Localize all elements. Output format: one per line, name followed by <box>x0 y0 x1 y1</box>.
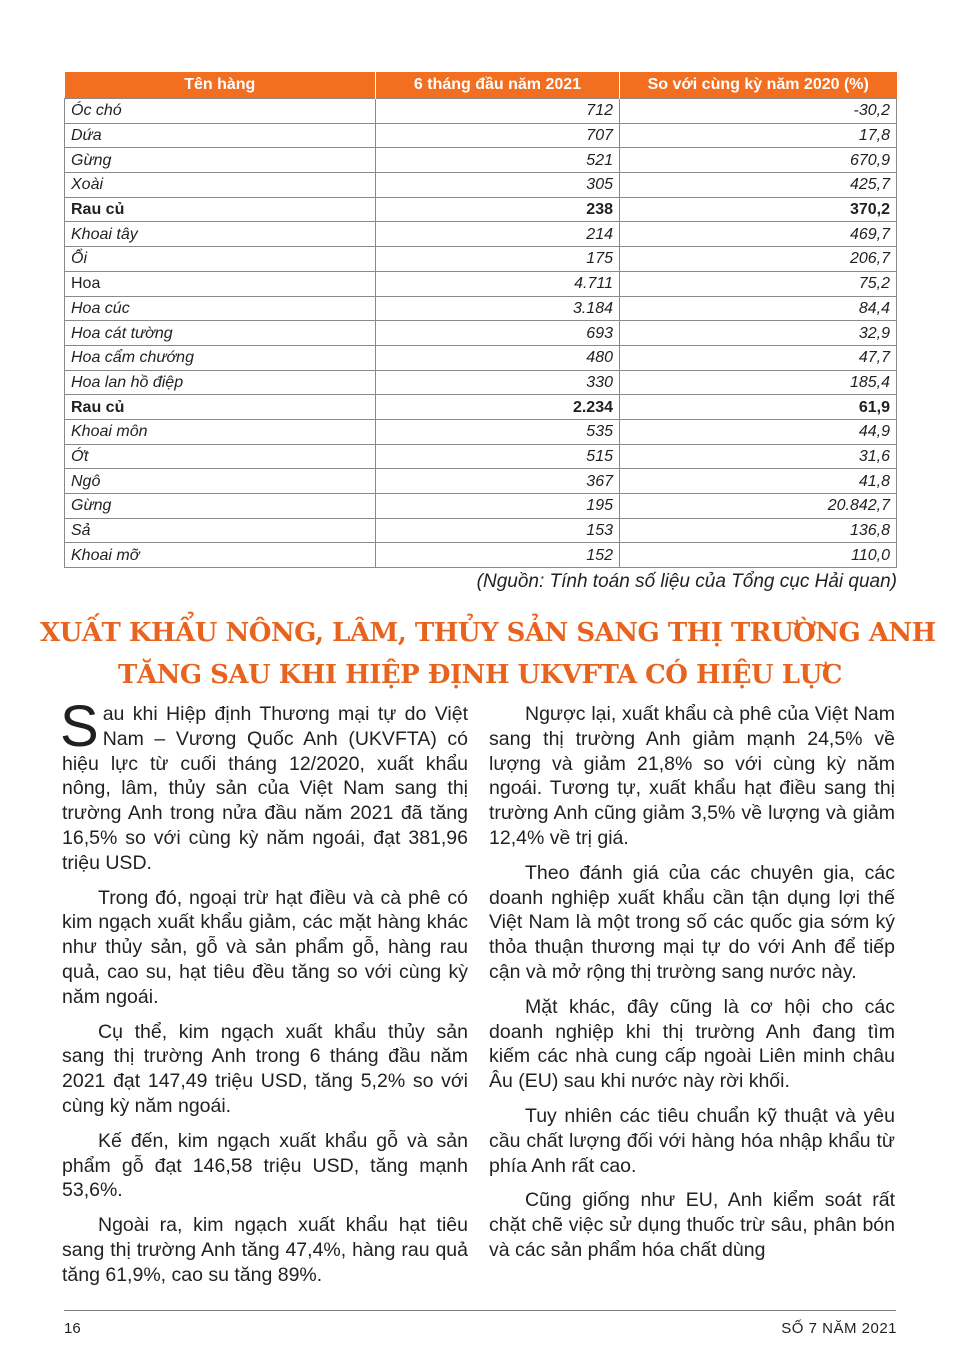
table-row <box>65 296 897 321</box>
quantity-cell: 712 <box>376 99 620 124</box>
change-percent-cell: 370,2 <box>620 197 897 222</box>
table-row <box>65 271 897 296</box>
product-name-cell: Hoa <box>65 271 376 296</box>
article-paragraph: Ngược lại, xuất khẩu cà phê của Việt Nam sang thị trường Anh giảm mạnh 24,5% về lượng và giảm 21,8% so với cùng kỳ năm ngoái. Tương tự, xuất khẩu hạt điều sang thị trường Anh cũng giảm 3,5% về lượng và giảm 12,4% về trị giá. <box>489 703 895 849</box>
table-row <box>65 123 897 148</box>
table-source-note: (Nguồn: Tính toán số liệu của Tổng cục Hải quan) <box>476 571 897 592</box>
quantity-cell: 480 <box>376 345 620 370</box>
change-percent-cell: 61,9 <box>620 395 897 420</box>
change-percent-cell: 206,7 <box>620 247 897 272</box>
change-percent-cell: 75,2 <box>620 271 897 296</box>
table-row <box>65 222 897 247</box>
table-row <box>65 469 897 494</box>
quantity-cell: 3.184 <box>376 296 620 321</box>
change-percent-cell: 469,7 <box>620 222 897 247</box>
table-row <box>65 148 897 173</box>
article-paragraph: Sau khi Hiệp định Thương mại tự do Việt Nam – Vương Quốc Anh (UKVFTA) có hiệu lực từ cuối tháng 12/2020, xuất khẩu nông, lâm, thủy sản của Việt Nam sang thị trường Anh trong nửa đầu năm 2021 đã tăng 16,5% so với cùng kỳ năm ngoái, đạt 381,96 triệu USD. <box>60 694 468 874</box>
change-percent-cell: 84,4 <box>620 296 897 321</box>
quantity-cell: 175 <box>376 247 620 272</box>
product-name-cell: Gừng <box>65 494 376 519</box>
quantity-cell: 535 <box>376 419 620 444</box>
quantity-cell: 330 <box>376 370 620 395</box>
product-name-cell: Óc chó <box>65 99 376 124</box>
product-name-cell: Hoa cẩm chướng <box>65 345 376 370</box>
article-paragraph: Kế đến, kim ngạch xuất khẩu gỗ và sản phẩm gỗ đạt 146,58 triệu USD, tăng mạnh 53,6%. <box>62 1129 468 1202</box>
quantity-cell: 707 <box>376 123 620 148</box>
page-number: 16 <box>64 1320 81 1337</box>
quantity-cell: 238 <box>376 197 620 222</box>
article-paragraph: Mặt khác, đây cũng là cơ hội cho các doanh nghiệp khi thị trường Anh đang tìm kiếm các nhà cung cấp ngoài Liên minh châu Âu (EU) sau khi nước này rời khối. <box>489 995 895 1093</box>
quantity-cell: 521 <box>376 148 620 173</box>
export-data-table <box>64 72 897 568</box>
quantity-cell: 367 <box>376 469 620 494</box>
table-row <box>65 370 897 395</box>
product-name-cell: Rau củ <box>65 395 376 420</box>
table-row <box>65 247 897 272</box>
change-percent-cell: 136,8 <box>620 518 897 543</box>
quantity-cell: 153 <box>376 518 620 543</box>
change-percent-cell: 670,9 <box>620 148 897 173</box>
table-row <box>65 197 897 222</box>
article-paragraph: Cụ thể, kim ngạch xuất khẩu thủy sản sang thị trường Anh trong 6 tháng đầu năm 2021 đạt 147,49 triệu USD, tăng 5,2% so với cùng kỳ năm ngoái. <box>62 1020 468 1117</box>
change-percent-cell: 110,0 <box>620 543 897 568</box>
product-name-cell: Xoài <box>65 173 376 198</box>
table-row <box>65 494 897 519</box>
product-name-cell: Hoa cúc <box>65 296 376 321</box>
article-paragraph: Ngoài ra, kim ngạch xuất khẩu hạt tiêu sang thị trường Anh tăng 47,4%, hàng rau quả tăng 61,9%, cao su tăng 89%. <box>62 1214 468 1286</box>
table-row <box>65 395 897 420</box>
article-column-left <box>60 694 468 1298</box>
quantity-cell: 2.234 <box>376 395 620 420</box>
header-product-name: Tên hàng <box>65 72 376 99</box>
product-name-cell: Hoa lan hồ điệp <box>65 370 376 395</box>
change-percent-cell: 47,7 <box>620 345 897 370</box>
change-percent-cell: 185,4 <box>620 370 897 395</box>
header-change-vs-2020: So với cùng kỳ năm 2020 (%) <box>620 72 897 99</box>
table-row <box>65 99 897 124</box>
product-name-cell: Rau củ <box>65 197 376 222</box>
table-row <box>65 444 897 469</box>
product-name-cell: Sả <box>65 518 376 543</box>
change-percent-cell: 17,8 <box>620 123 897 148</box>
table-row <box>65 419 897 444</box>
drop-cap: S <box>60 694 99 759</box>
quantity-cell: 214 <box>376 222 620 247</box>
change-percent-cell: 41,8 <box>620 469 897 494</box>
change-percent-cell: 425,7 <box>620 173 897 198</box>
product-name-cell: Khoai môn <box>65 419 376 444</box>
change-percent-cell: 31,6 <box>620 444 897 469</box>
quantity-cell: 515 <box>376 444 620 469</box>
change-percent-cell: -30,2 <box>620 99 897 124</box>
table-row <box>65 543 897 568</box>
product-name-cell: Hoa cát tường <box>65 321 376 346</box>
table-header-row <box>65 72 897 99</box>
footer-divider <box>64 1310 896 1311</box>
change-percent-cell: 32,9 <box>620 321 897 346</box>
quantity-cell: 152 <box>376 543 620 568</box>
issue-label: SỐ 7 NĂM 2021 <box>781 1320 897 1337</box>
article-headline <box>40 612 936 696</box>
product-name-cell: Dứa <box>65 123 376 148</box>
product-name-cell: Ngô <box>65 469 376 494</box>
product-name-cell: Ớt <box>65 444 376 469</box>
quantity-cell: 195 <box>376 494 620 519</box>
product-name-cell: Khoai mỡ <box>65 543 376 568</box>
table-row <box>65 321 897 346</box>
table-row <box>65 518 897 543</box>
article-paragraph: Cũng giống như EU, Anh kiểm soát rất chặt chẽ việc sử dụng thuốc trừ sâu, phân bón và các sản phẩm hóa chất dùng <box>489 1189 895 1261</box>
article-paragraph: Tuy nhiên các tiêu chuẩn kỹ thuật và yêu cầu chất lượng đối với hàng hóa nhập khẩu từ phía Anh rất cao. <box>489 1104 895 1177</box>
product-name-cell: Gừng <box>65 148 376 173</box>
table-row <box>65 345 897 370</box>
header-first-half-2021: 6 tháng đầu năm 2021 <box>376 72 620 99</box>
table-body <box>65 99 897 568</box>
article-column-right <box>489 702 895 1273</box>
change-percent-cell: 20.842,7 <box>620 494 897 519</box>
change-percent-cell: 44,9 <box>620 419 897 444</box>
headline-line-1: XUẤT KHẨU NÔNG, LÂM, THỦY SẢN SANG THỊ TRƯỜNG ANH <box>40 618 936 648</box>
article-paragraph: Theo đánh giá của các chuyên gia, các doanh nghiệp xuất khẩu cần tận dụng lợi thế Việt Nam là một trong số các quốc gia sớm ký thỏa thuận thương mại tự do với Anh để tiếp cận và mở rộng thị trường sang nước này. <box>489 861 895 983</box>
product-name-cell: Ổi <box>65 247 376 272</box>
quantity-cell: 305 <box>376 173 620 198</box>
quantity-cell: 693 <box>376 321 620 346</box>
table-row <box>65 173 897 198</box>
product-name-cell: Khoai tây <box>65 222 376 247</box>
headline-line-2: TĂNG SAU KHI HIỆP ĐỊNH UKVFTA CÓ HIỆU LỰC <box>118 660 842 690</box>
quantity-cell: 4.711 <box>376 271 620 296</box>
article-paragraph: Trong đó, ngoại trừ hạt điều và cà phê có kim ngạch xuất khẩu giảm, các mặt hàng khác như thủy sản, gỗ và sản phẩm gỗ, hàng rau quả, cao su, hạt tiêu đều tăng so với cùng kỳ năm ngoái. <box>62 886 468 1008</box>
